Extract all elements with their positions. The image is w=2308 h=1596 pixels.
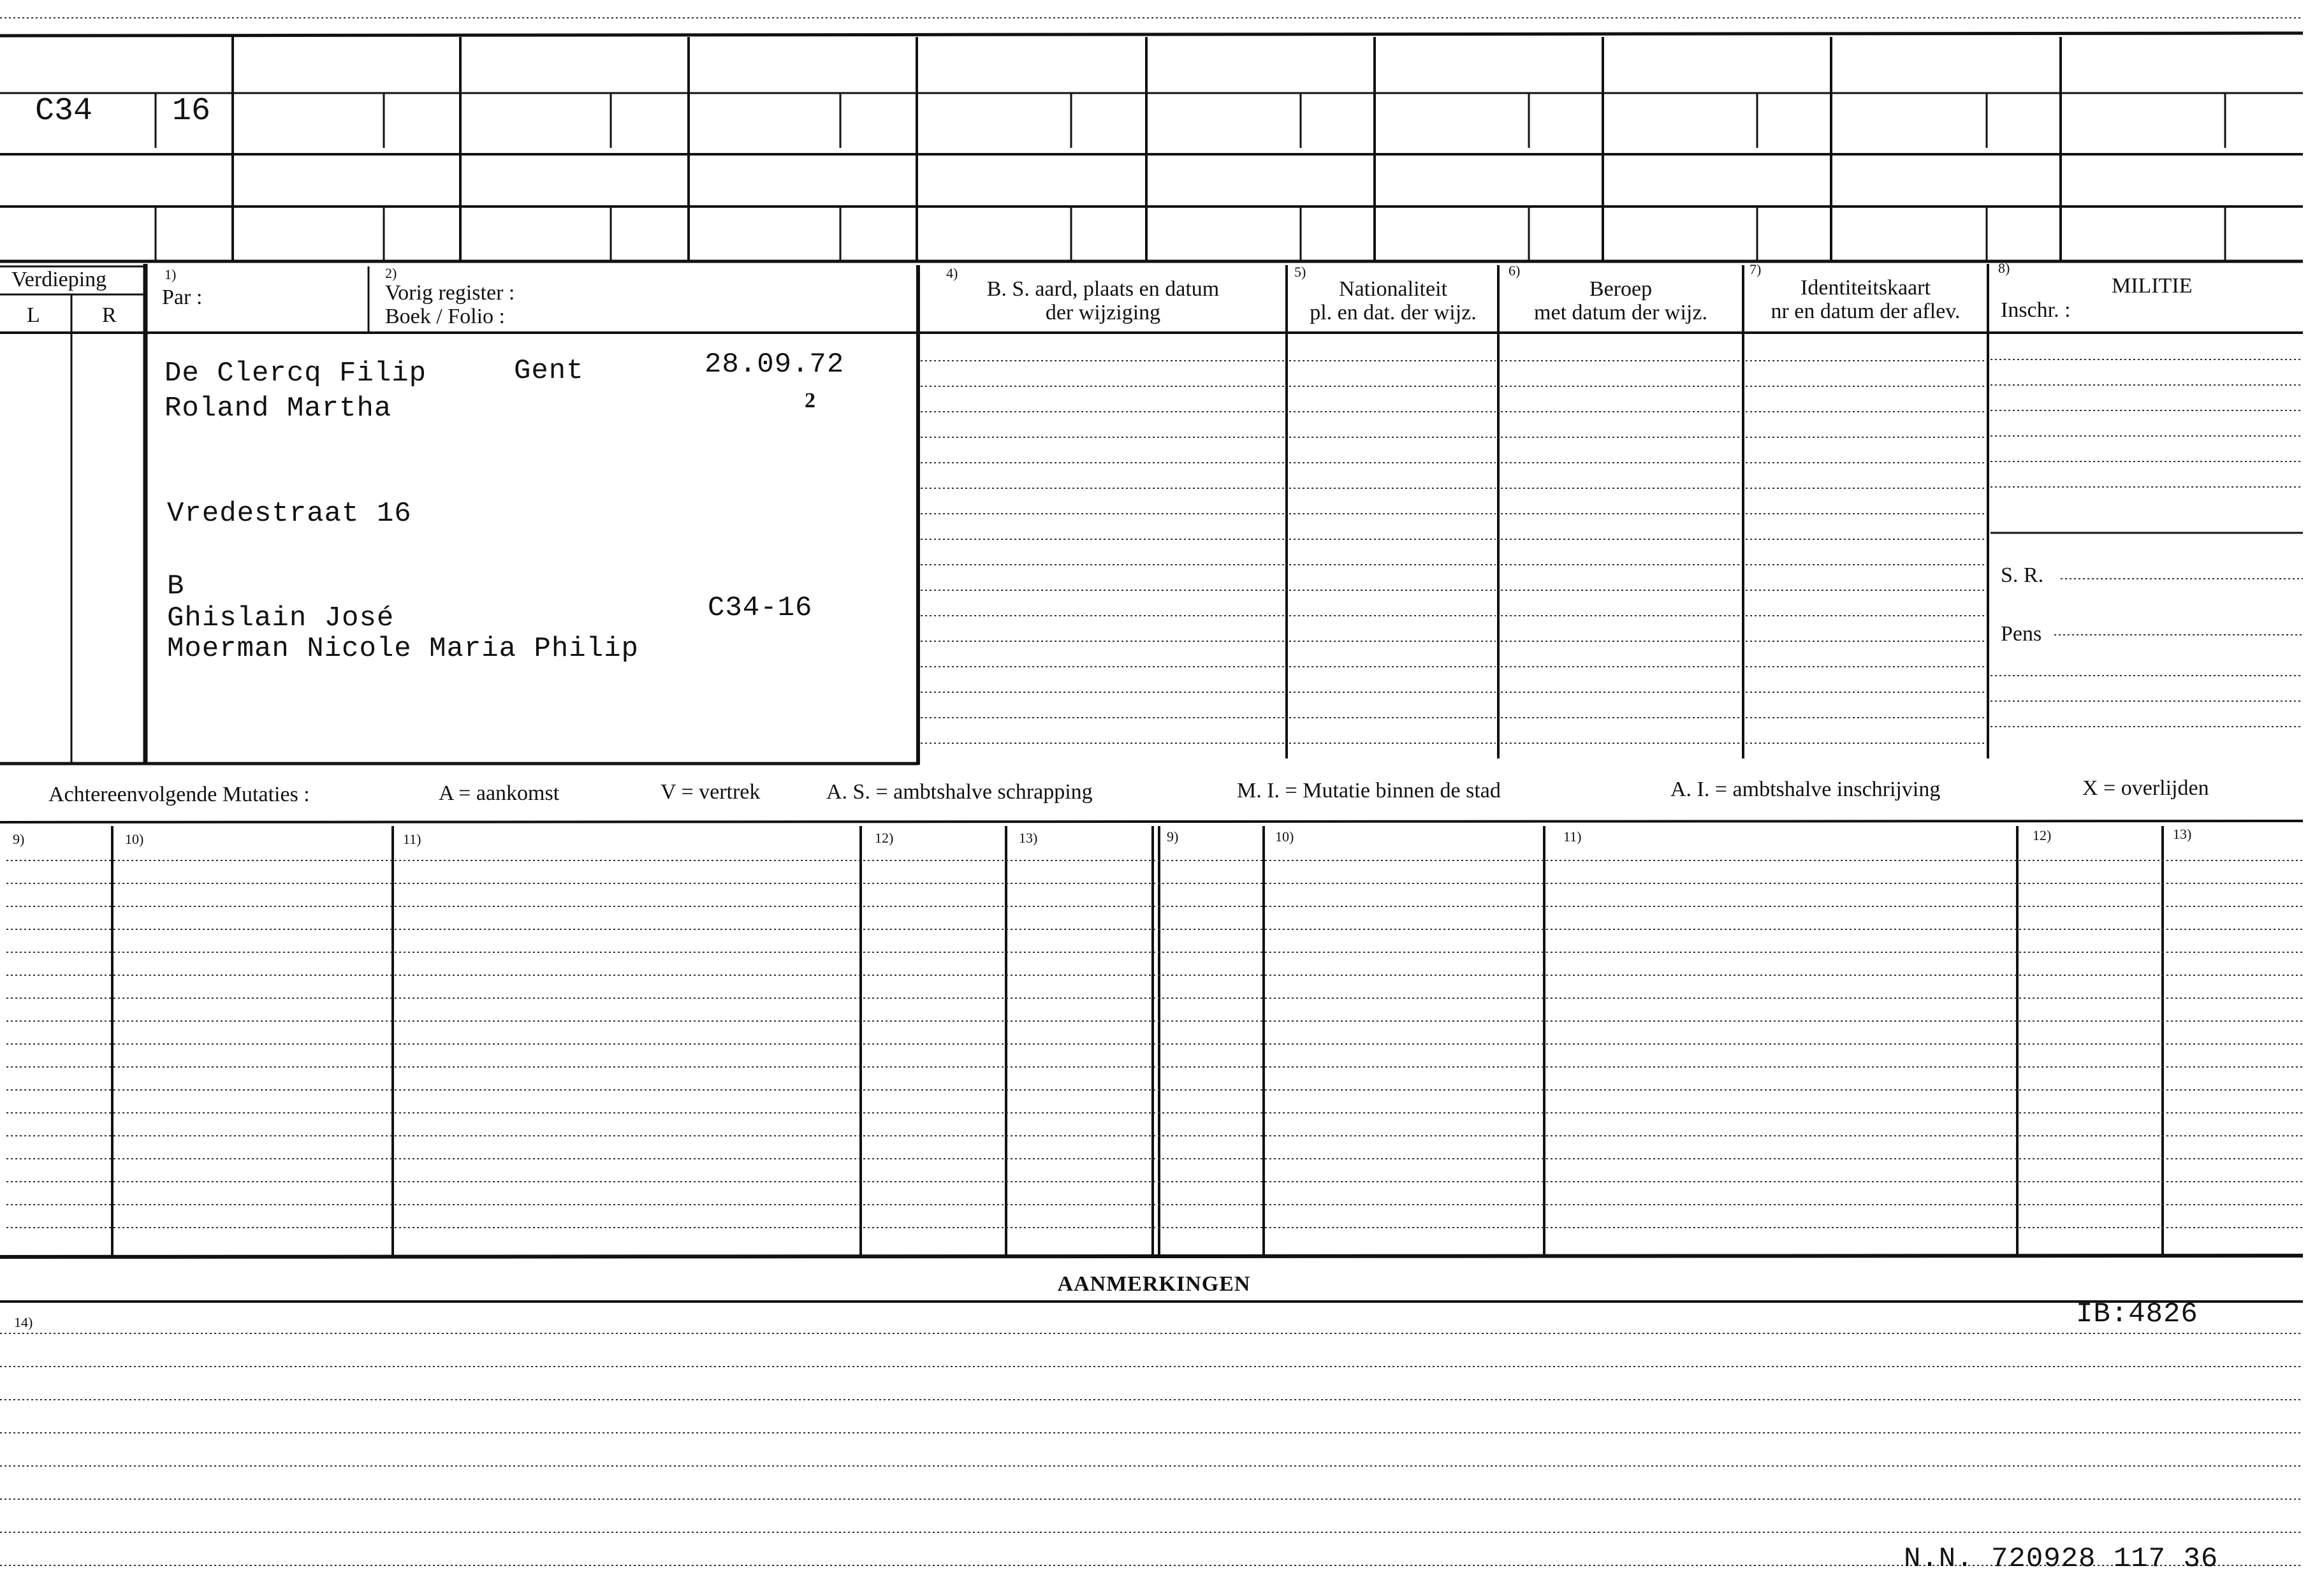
top-grid-top [0, 33, 2303, 36]
entry-name-2: Roland Martha [164, 393, 392, 424]
entry-date: 28.09.72 [705, 349, 845, 381]
col7-label-a: Identiteitskaart [1800, 276, 1931, 300]
mut-col-9-b: 9) [1167, 829, 1179, 845]
legend-x: X = overlijden [2082, 776, 2209, 800]
legend-v: V = vertrek [661, 780, 761, 804]
col5-label-a: Nationaliteit [1339, 277, 1447, 301]
col4-label-a: B. S. aard, plaats en datum [986, 277, 1220, 301]
col2-label-b: Boek / Folio : [385, 305, 505, 328]
legend-as: A. S. = ambtshalve schrapping [826, 780, 1093, 804]
militie-pens: Pens [2001, 622, 2042, 646]
col1-label: Par : [162, 286, 203, 309]
verdieping-r: R [102, 303, 117, 327]
col6-label-a: Beroep [1589, 277, 1653, 301]
militie-sr: S. R. [2001, 563, 2044, 587]
remarks-ib: IB:4826 [2076, 1298, 2198, 1330]
entry-letter: B [167, 570, 185, 602]
entry-name-3: Ghislain José [167, 602, 395, 634]
verdieping-l: L [27, 303, 40, 327]
mut-col-10-b: 10) [1275, 829, 1294, 845]
mut-top [0, 821, 2303, 822]
legend-a: A = aankomst [439, 781, 560, 805]
col6-label-b: met datum der wijz. [1534, 301, 1707, 324]
mut-col-11-a: 11) [403, 831, 421, 847]
remarks-title: AANMERKINGEN [1057, 1272, 1251, 1296]
legend-ai: A. I. = ambtshalve inschrijving [1670, 778, 1941, 801]
top-number: 16 [172, 93, 211, 129]
mut-col-9-a: 9) [13, 831, 25, 847]
col1-number: 1) [164, 266, 177, 282]
entry-ref: C34-16 [708, 592, 813, 624]
col6-number: 6) [1508, 263, 1521, 279]
mut-col-10-a: 10) [125, 831, 144, 847]
col7-label-b: nr en datum der aflev. [1771, 300, 1961, 323]
legend-mi: M. I. = Mutatie binnen de stad [1237, 779, 1501, 802]
col4-label-b: der wijziging [1045, 301, 1161, 324]
mut-col-12-a: 12) [875, 830, 894, 846]
entry-small-number: 2 [805, 389, 815, 412]
legend-title: Achtereenvolgende Mutaties : [48, 783, 310, 806]
col5-number: 5) [1294, 264, 1306, 280]
entry-place: Gent [514, 355, 584, 387]
col7-number: 7) [1749, 261, 1762, 277]
entry-name-4: Moerman Nicole Maria Philip [167, 633, 639, 665]
mut-col-11-b: 11) [1563, 829, 1582, 845]
mut-col-13-b: 13) [2173, 826, 2192, 842]
col2-number: 2) [385, 265, 397, 281]
col8-label-a: MILITIE [2112, 274, 2193, 298]
col5-label-b: pl. en dat. der wijz. [1310, 301, 1477, 324]
remarks-nn: N.N. 720928 117 36 [1904, 1543, 2219, 1575]
col8-number: 8) [1998, 260, 2010, 276]
mut-col-13-a: 13) [1019, 830, 1038, 846]
entry-address: Vredestraat 16 [167, 498, 412, 530]
col8-label-b: Inschr. : [2001, 298, 2071, 322]
col4-number: 4) [946, 265, 958, 281]
top-code: C34 [35, 93, 93, 129]
verdieping-label: Verdieping [11, 268, 107, 291]
remarks-number: 14) [14, 1314, 33, 1330]
mut-col-12-b: 12) [2033, 827, 2052, 843]
col2-label-a: Vorig register : [385, 281, 515, 305]
entry-name-1: De Clercq Filip [164, 358, 427, 389]
